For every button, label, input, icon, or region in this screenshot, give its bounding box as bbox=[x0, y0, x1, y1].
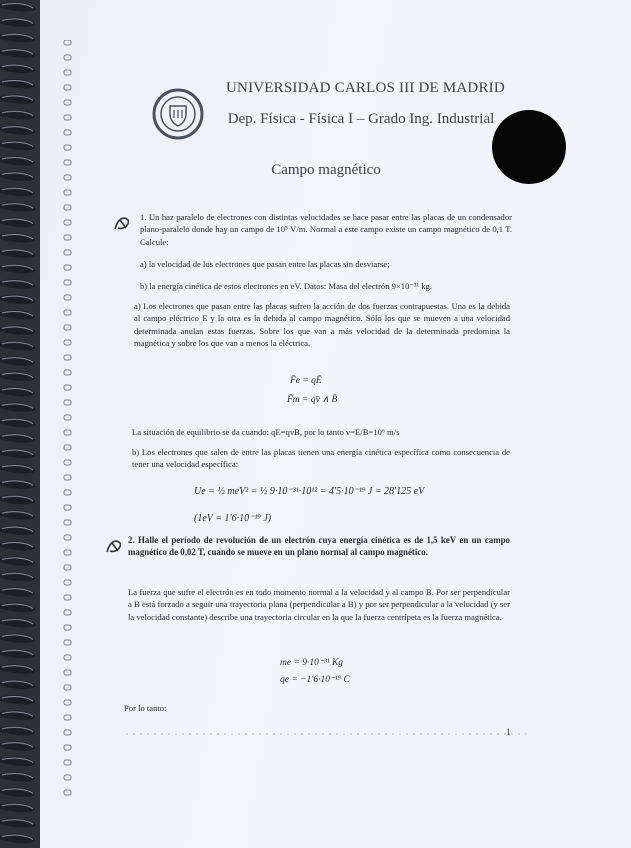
electron-mass-equation: me = 9·10⁻³¹ Kg bbox=[280, 658, 344, 668]
dotted-rule bbox=[126, 730, 526, 740]
equilibrium-condition: La situación de equilibrio se da cuando: qE=qvB, por lo tanto v=E/B=10⁶ m/s bbox=[132, 427, 400, 437]
electronvolt-conversion: (1eV = 1'6·10⁻¹⁹ J) bbox=[194, 513, 272, 524]
page-number: 1 bbox=[506, 727, 511, 737]
kinetic-energy-equation: Ue = ½ meV² = ½ 9·10⁻³¹·10¹² = 4'5·10⁻¹⁹ J = 28'125 eV bbox=[194, 486, 425, 497]
department-title: Dep. Física - Física I – Grado Ing. Industrial bbox=[227, 111, 495, 127]
electric-force-equation: F̄e = qĒ bbox=[290, 376, 322, 386]
redaction-blob bbox=[492, 110, 566, 184]
magnetic-force-equation: F̄m = qv̄ ∧ B̄ bbox=[287, 395, 338, 405]
university-seal-icon bbox=[152, 88, 204, 140]
electron-charge-equation: qe = −1'6·10⁻¹⁹ C bbox=[280, 675, 350, 685]
university-title: UNIVERSIDAD CARLOS III DE MADRID bbox=[226, 80, 505, 96]
problem-1-answer-a: a) Los electrones que pasan entre las placas sufren la acción de dos fuerzas contrapuestas. Una es la debida al campo eléctrico E y la otra es la debida al campo magnético. Sólo los que se mueven a una velocidad determinada anulan estas fuerzas. Sobre los que van a más velocidad de la determinada predomina la magnética y sobre los que van a menos la eléctrica. bbox=[134, 301, 510, 349]
therefore-label: Por lo tanto: bbox=[124, 703, 167, 713]
subject-title: Campo magnético bbox=[271, 162, 381, 178]
spiral-binding bbox=[0, 0, 40, 848]
punched-holes bbox=[62, 40, 76, 800]
handwritten-mark-icon bbox=[104, 537, 124, 557]
problem-2-answer: La fuerza que sufre el electrón es en todo momento normal a la velocidad y al campo B. Por ser perpendicular a B está forzado a seguir una trayectoria plana (perpendicular a B) y por ser perpendicular a la velocidad (y ser la velocidad constante) describe una trayectoria circular en la que la fuerza centrípeta es la fuerza magnética. bbox=[128, 587, 510, 622]
problem-1-part-b: b) la energía cinética de estos electrones en eV. Datos: Masa del electrón 9×10⁻³¹ kg. bbox=[140, 281, 432, 291]
problem-2-statement: 2. Halle el período de revolución de un electrón cuya energía cinética es de 1,5 keV en un campo magnético de 0,02 T, cuando se mueve en un plano normal al campo magnético. bbox=[128, 535, 510, 558]
handwritten-mark-icon bbox=[112, 214, 132, 234]
problem-1-part-a: a) la velocidad de los electrones que pasan entre las placas sin desviarse; bbox=[140, 259, 390, 269]
problem-1-statement: 1. Un haz paralelo de electrones con distintas velocidades se hace pasar entre las placas de un condensador plano-paralelo donde hay un campo de 10⁵ V/m. Normal a este campo existe un campo magnético de 0,1 T. Calcule: bbox=[140, 212, 512, 247]
problem-1-answer-b: b) Los electrones que salen de entre las placas tienen una energía cinética específica como consecuencia de tener una velocidad específica: bbox=[132, 447, 510, 470]
